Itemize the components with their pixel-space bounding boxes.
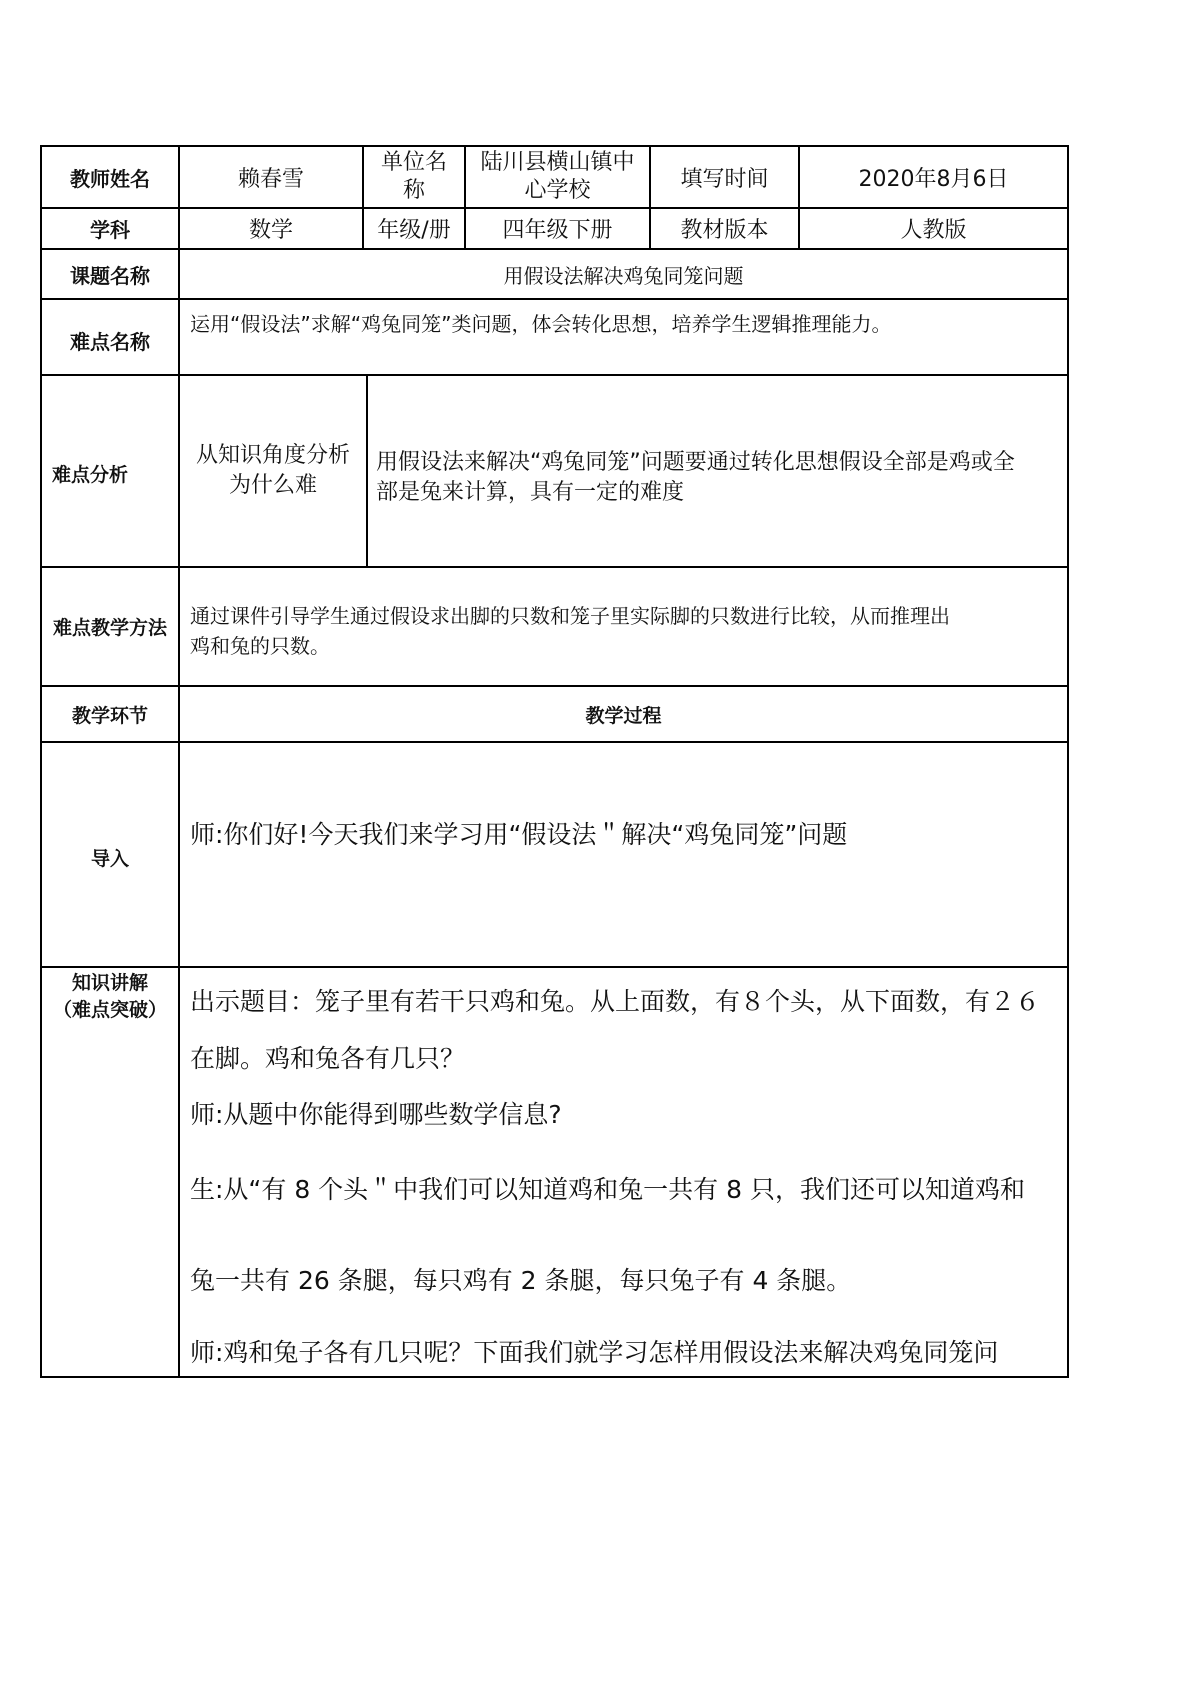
analysis-text-line2: 部是兔来计算，具有一定的难度 xyxy=(376,480,685,505)
analysis-sub-label xyxy=(180,376,366,566)
table-line-row8 xyxy=(40,966,1069,968)
knowledge-line-1: 出示题目：笼子里有若干只鸡和兔。从上面数，有８个头，从下面数，有２６ xyxy=(190,987,1041,1016)
unit-name-label-line2: 称 xyxy=(402,178,425,203)
unit-name-label-line1: 单位名 xyxy=(380,150,447,175)
subject-value: 数学 xyxy=(248,218,293,243)
knowledge-line-6: 师:鸡和兔子各有几只呢？下面我们就学习怎样用假设法来解决鸡兔同笼问 xyxy=(190,1338,999,1367)
topic-label: 课题名称 xyxy=(70,263,150,288)
table-line-row5 xyxy=(40,566,1069,568)
edition-label: 教材版本 xyxy=(680,218,769,243)
knowledge-line-5: 兔一共有 26 条腿，每只鸡有 2 条腿，每只兔子有 4 条腿。 xyxy=(190,1266,852,1295)
edition-value: 人教版 xyxy=(900,218,967,243)
knowledge-label xyxy=(42,970,178,1028)
grade-label: 年级/册 xyxy=(377,218,451,243)
knowledge-line-2: 在脚。鸡和兔各有几只？ xyxy=(190,1044,466,1073)
fill-time-value: 2020年8月6日 xyxy=(858,166,1009,192)
method-label: 难点教学方法 xyxy=(52,617,167,639)
intro-label: 导入 xyxy=(90,847,129,870)
analysis-sub-label-line2: 为什么难 xyxy=(228,473,317,498)
method-text-line1: 通过课件引导学生通过假设求出脚的只数和笼子里实际脚的只数进行比较，从而推理出 xyxy=(190,604,950,628)
teacher-name-value: 赖春雪 xyxy=(237,166,304,192)
table-col-analysis-split xyxy=(366,374,368,568)
grade-value: 四年级下册 xyxy=(502,218,613,243)
analysis-sub-label-line1: 从知识角度分析 xyxy=(195,443,350,468)
method-text-line2: 鸡和兔的只数。 xyxy=(190,634,330,658)
unit-name-value-line1: 陆川县横山镇中 xyxy=(480,150,635,175)
process-content-header: 教学过程 xyxy=(585,704,662,727)
knowledge-label-line1: 知识讲解 xyxy=(71,972,148,994)
fill-time-label: 填写时间 xyxy=(680,166,769,192)
table-border-right xyxy=(1067,145,1069,1378)
unit-name-value xyxy=(466,147,649,207)
table-border-bottom xyxy=(40,1376,1069,1378)
difficulty-label: 难点名称 xyxy=(70,329,150,354)
process-stage-header: 教学环节 xyxy=(71,704,148,727)
table-col-label xyxy=(178,145,180,1378)
subject-label: 学科 xyxy=(90,218,130,242)
knowledge-label-line2: （难点突破） xyxy=(52,999,167,1021)
unit-name-value-line2: 心学校 xyxy=(524,178,591,203)
analysis-text-line1: 用假设法来解决“鸡兔同笼”问题要通过转化思想假设全部是鸡或全 xyxy=(376,450,1015,475)
knowledge-line-3: 师:从题中你能得到哪些数学信息? xyxy=(190,1100,562,1129)
analysis-label: 难点分析 xyxy=(52,464,129,486)
table-line-row3 xyxy=(40,298,1069,300)
table-line-row7 xyxy=(40,741,1069,743)
intro-text: 师:你们好!今天我们来学习用“假设法＂解决“鸡兔同笼”问题 xyxy=(190,820,848,849)
difficulty-value: 运用“假设法”求解“鸡兔同笼”类问题，体会转化思想，培养学生逻辑推理能力。 xyxy=(190,312,892,336)
knowledge-line-4: 生:从“有 8 个头＂中我们可以知道鸡和兔一共有 8 只，我们还可以知道鸡和 xyxy=(190,1175,1025,1204)
topic-value: 用假设法解决鸡兔同笼问题 xyxy=(503,263,744,288)
teacher-name-label: 教师姓名 xyxy=(70,166,150,191)
unit-name-label xyxy=(364,147,464,207)
